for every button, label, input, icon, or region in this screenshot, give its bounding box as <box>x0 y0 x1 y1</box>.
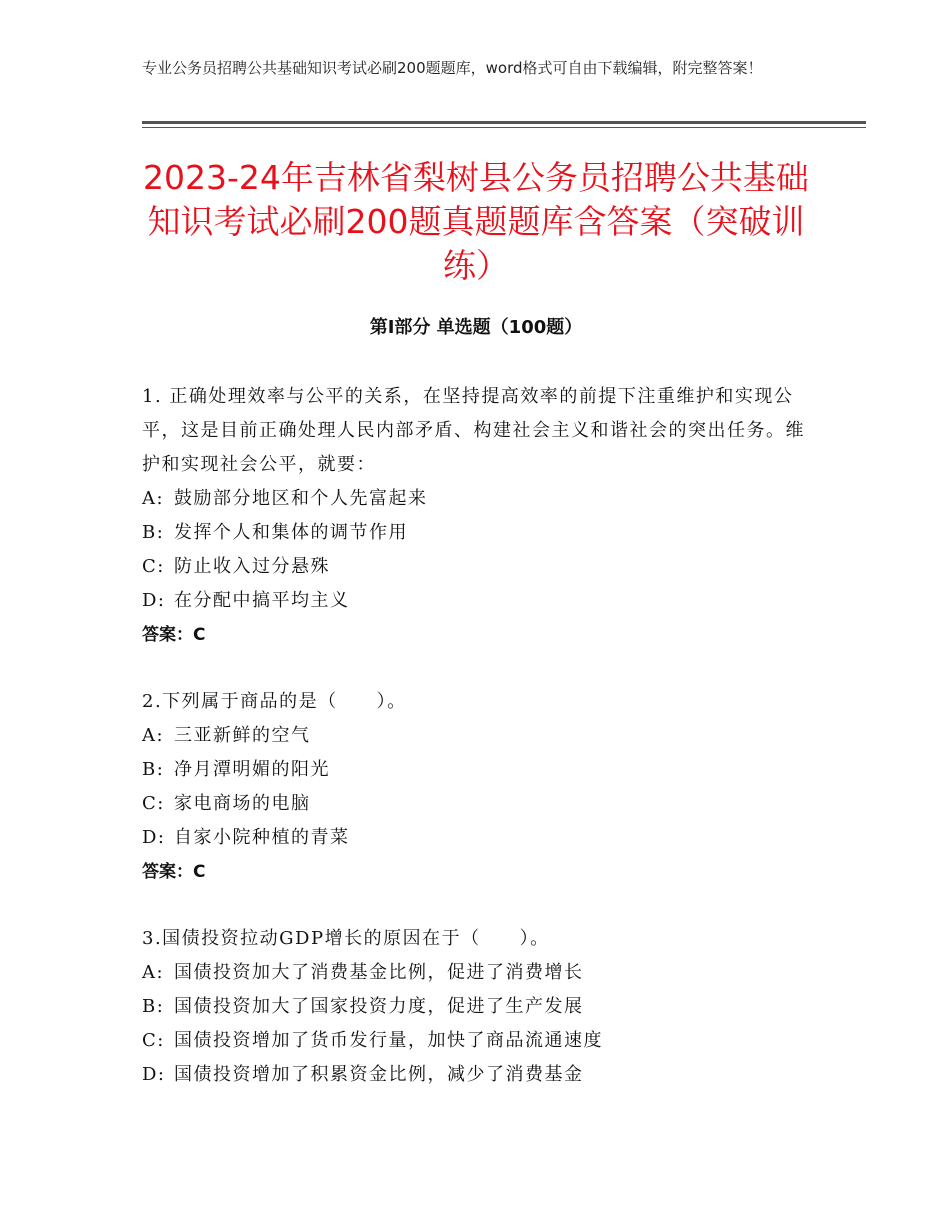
option-letter: C: <box>142 1030 165 1051</box>
header-divider-thin <box>142 127 866 128</box>
option-letter: B: <box>142 759 165 780</box>
option-d <box>142 584 810 618</box>
option-b <box>142 516 810 550</box>
option-letter: A: <box>142 962 165 983</box>
question-3 <box>142 922 810 1092</box>
header-note: 专业公务员招聘公共基础知识考试必刷200题题库，word格式可自由下载编辑，附完整答案！ <box>142 59 763 77</box>
option-text: 发挥个人和集体的调节作用 <box>174 522 408 543</box>
option-d <box>142 821 810 855</box>
option-letter: C: <box>142 793 165 814</box>
option-letter: A: <box>142 725 165 746</box>
option-letter: D: <box>142 827 166 848</box>
section-title: 第Ⅰ部分 单选题（100题） <box>369 317 583 338</box>
option-letter: B: <box>142 522 165 543</box>
option-a <box>142 482 810 516</box>
document-title: 2023-24年吉林省梨树县公务员招聘公共基础知识考试必刷200题真题题库含答案（突破训练） <box>143 158 809 285</box>
question-1 <box>142 380 810 652</box>
question-stem: 2.下列属于商品的是（ ）。 <box>142 691 407 712</box>
option-letter: A: <box>142 488 165 509</box>
option-text: 国债投资增加了积累资金比例，减少了消费基金 <box>174 1064 584 1085</box>
option-text: 家电商场的电脑 <box>174 793 311 814</box>
answer-line: 答案：C <box>142 862 206 882</box>
question-stem: 1. 正确处理效率与公平的关系，在坚持提高效率的前提下注重维护和实现公平，这是目前正确处理人民内部矛盾、构建社会主义和谐社会的突出任务。维护和实现社会公平，就要： <box>142 386 805 475</box>
option-b <box>142 753 810 787</box>
question-2 <box>142 685 810 889</box>
option-text: 在分配中搞平均主义 <box>174 590 350 611</box>
option-text: 鼓励部分地区和个人先富起来 <box>174 488 428 509</box>
option-a <box>142 719 810 753</box>
option-c <box>142 787 810 821</box>
option-c <box>142 1024 810 1058</box>
option-letter: D: <box>142 1064 166 1085</box>
option-d <box>142 1058 810 1092</box>
question-list <box>142 380 810 1125</box>
option-letter: B: <box>142 996 165 1017</box>
option-text: 国债投资增加了货币发行量，加快了商品流通速度 <box>174 1030 603 1051</box>
option-text: 自家小院种植的青菜 <box>174 827 350 848</box>
option-b <box>142 990 810 1024</box>
option-c <box>142 550 810 584</box>
answer-line: 答案：C <box>142 625 206 645</box>
option-text: 国债投资加大了消费基金比例，促进了消费增长 <box>174 962 584 983</box>
question-stem: 3.国债投资拉动GDP增长的原因在于（ ）。 <box>142 928 550 949</box>
option-letter: C: <box>142 556 165 577</box>
option-text: 三亚新鲜的空气 <box>174 725 311 746</box>
option-letter: D: <box>142 590 166 611</box>
option-text: 净月潭明媚的阳光 <box>174 759 330 780</box>
option-a <box>142 956 810 990</box>
option-text: 国债投资加大了国家投资力度，促进了生产发展 <box>174 996 584 1017</box>
header-divider-thick <box>142 121 866 124</box>
option-text: 防止收入过分悬殊 <box>174 556 330 577</box>
